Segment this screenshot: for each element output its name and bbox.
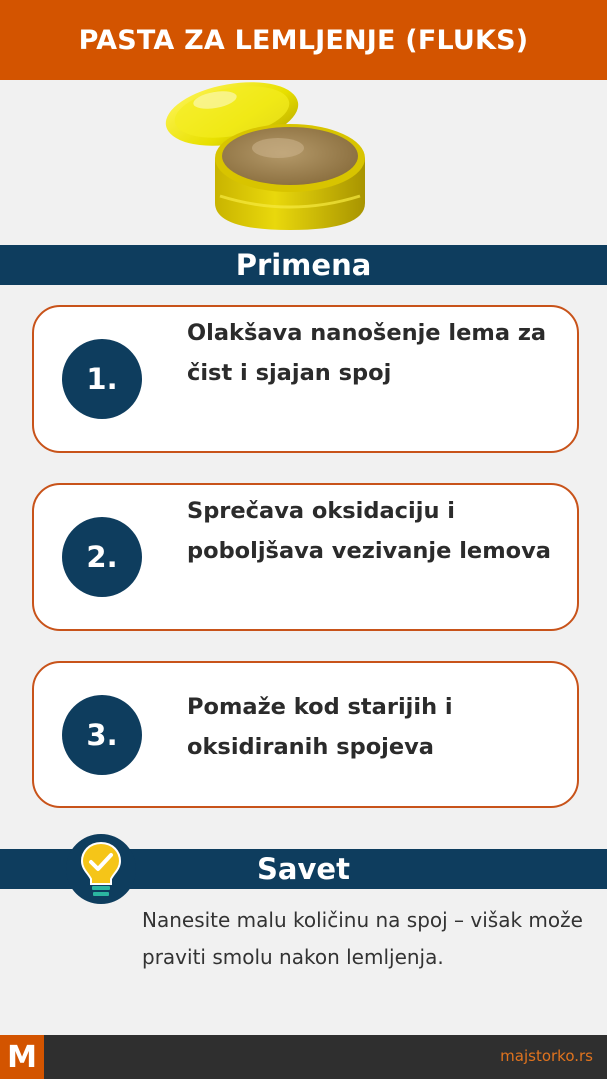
brand-logo: M [0,1035,44,1079]
list-item [32,305,579,453]
item-number-badge: 1. [62,339,142,419]
footer-bar [0,1035,607,1079]
section-title-savet: Savet [257,852,350,886]
lightbulb-check-icon [66,829,136,909]
header-bar [0,0,607,80]
item-number-badge: 3. [62,695,142,775]
item-number-badge: 2. [62,517,142,597]
flux-paste-jar-icon [160,78,375,238]
item-text: Pomaže kod starijih i oksidiranih spojeva [187,694,453,760]
page-title: PASTA ZA LEMLJENJE (FLUKS) [78,24,529,56]
section-title-primena: Primena [235,248,372,282]
item-text: Olakšava nanošenje lema za čist i sjajan spoj [187,320,547,386]
list-item [32,483,579,631]
site-link[interactable]: majstorko.rs [500,1047,593,1065]
list-item [32,661,579,808]
tip-text: Nanesite malu količinu na spoj – višak može praviti smolu nakon lemljenja. [142,908,583,969]
section-bar-primena [0,245,607,285]
item-text: Sprečava oksidaciju i poboljšava vezivanje lemova [187,498,551,564]
